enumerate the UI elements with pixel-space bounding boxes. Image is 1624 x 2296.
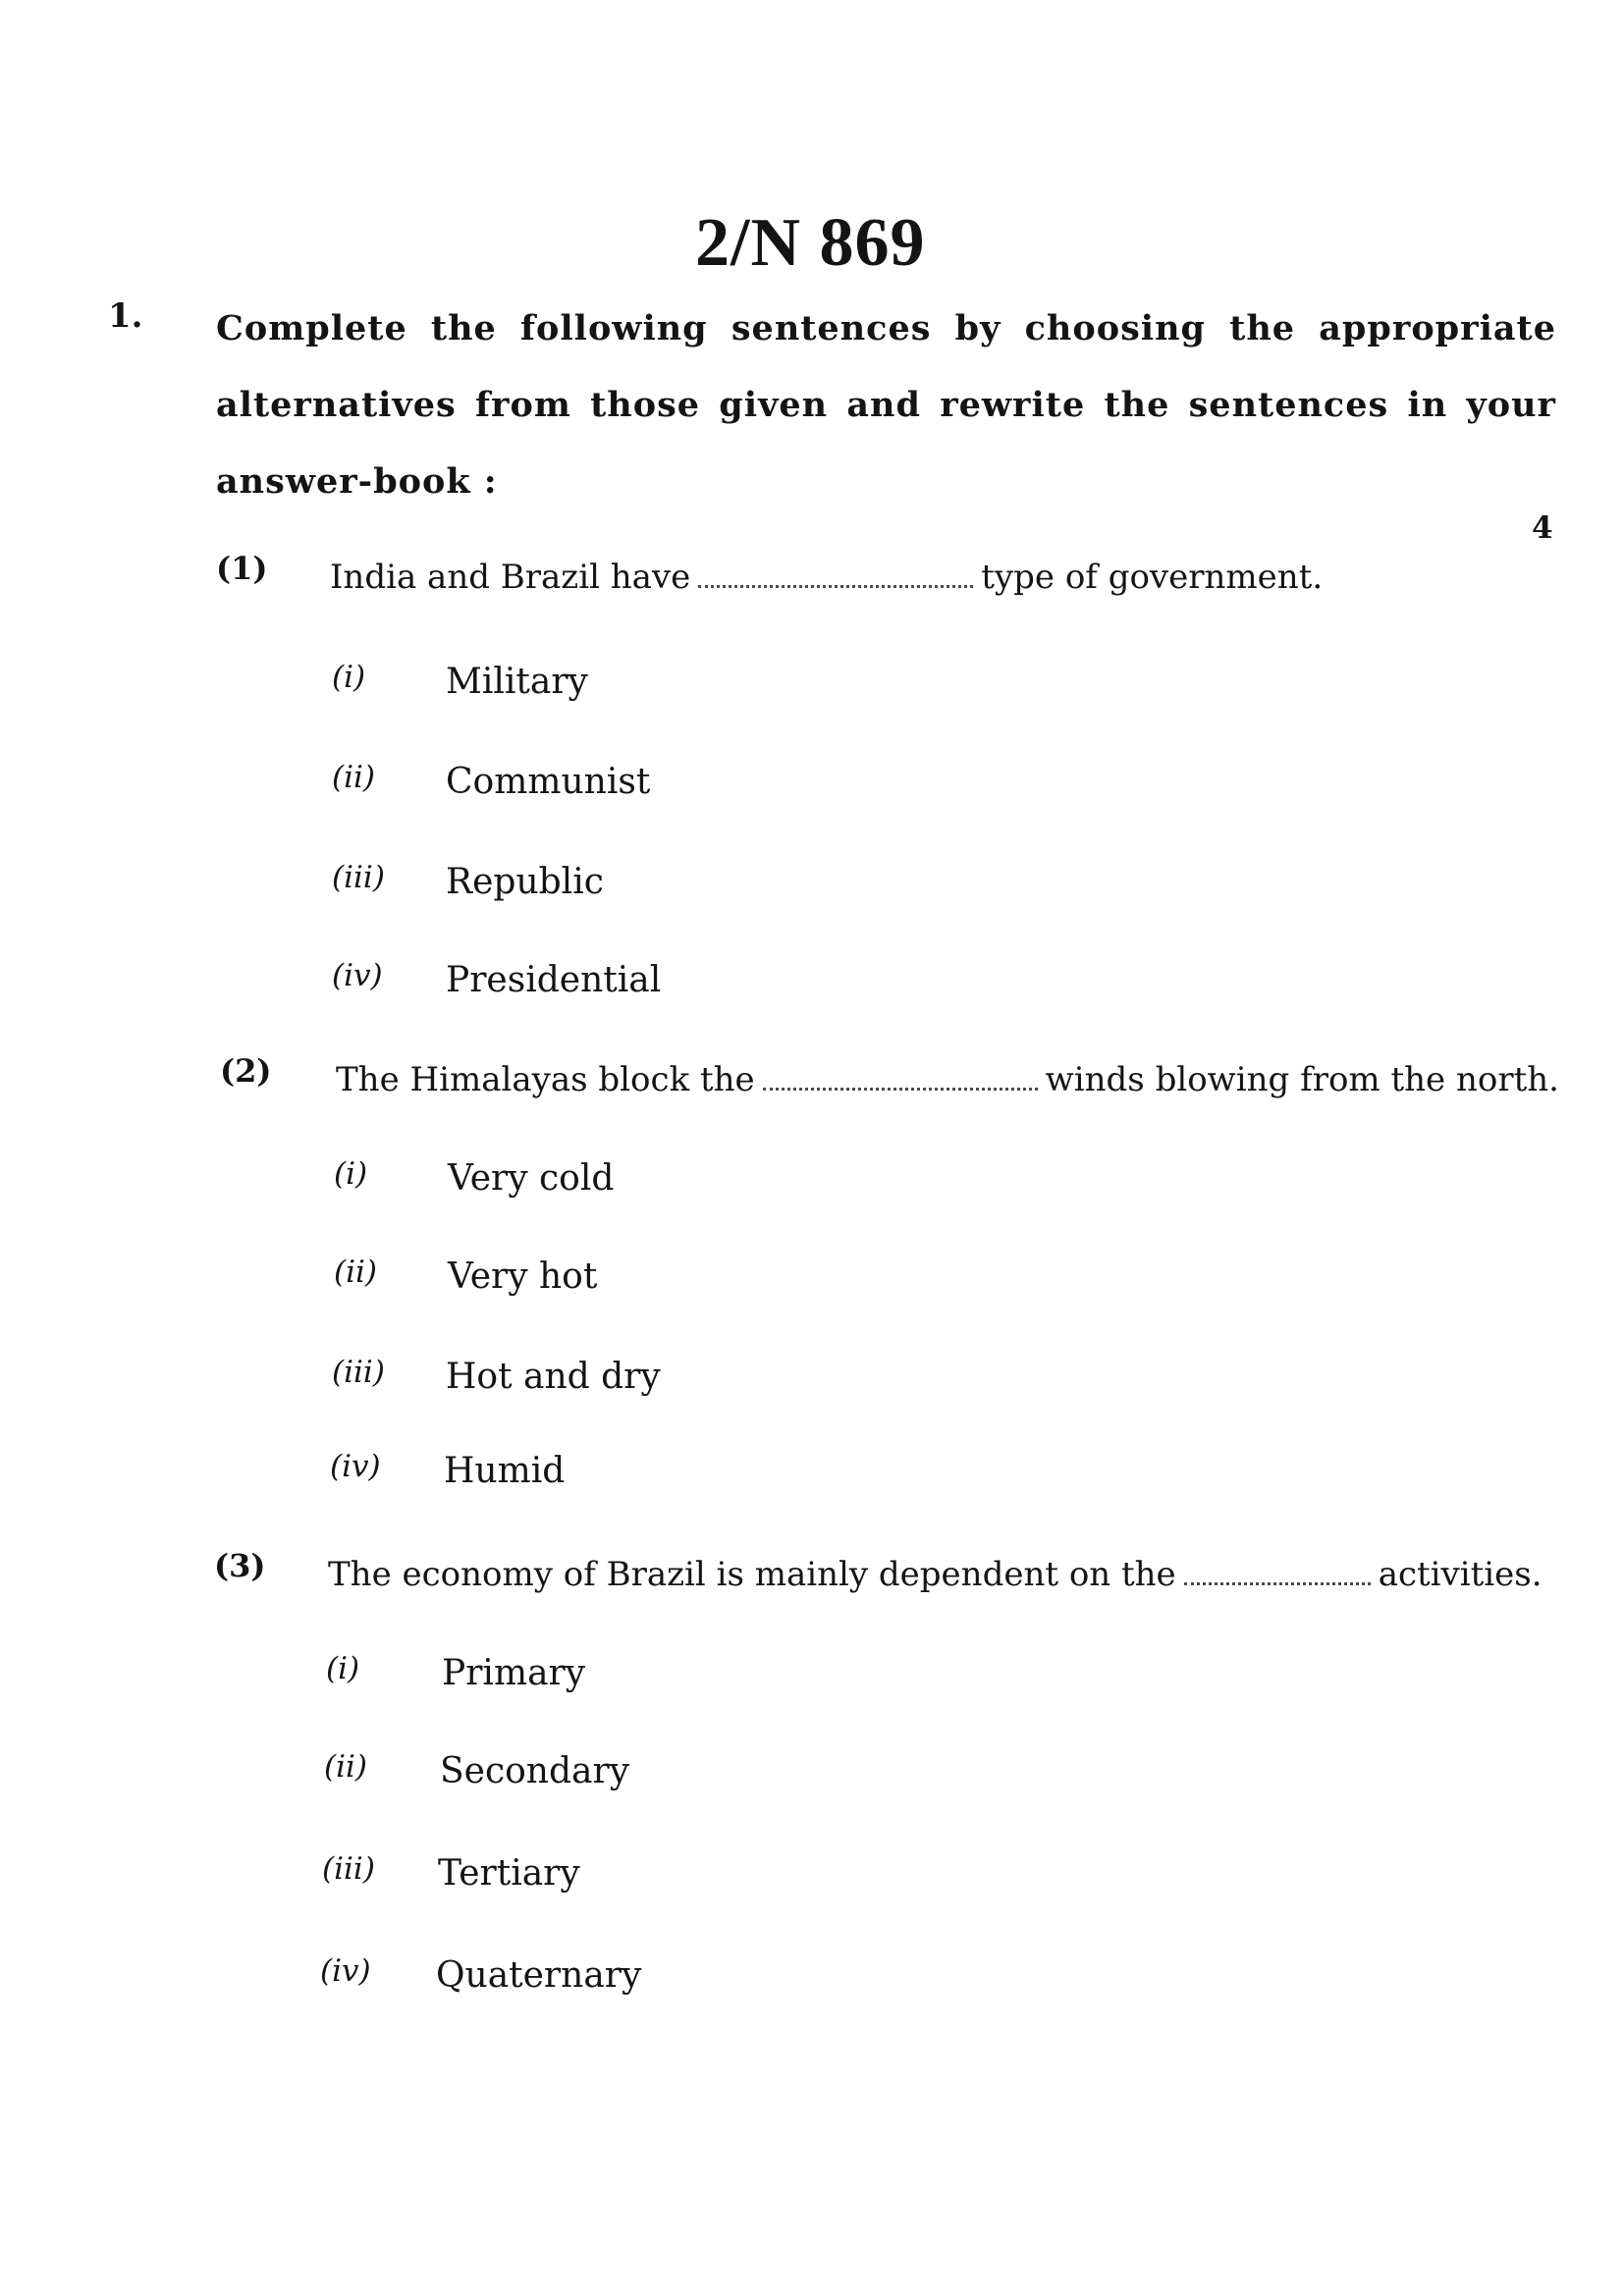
item-2-option-1-num: (i) bbox=[334, 1156, 368, 1192]
item-2-sentence bbox=[336, 1060, 1559, 1099]
question-number: 1. bbox=[108, 296, 143, 336]
item-1-option-1-num: (i) bbox=[332, 660, 366, 695]
item-1-blank bbox=[698, 584, 973, 588]
item-3-option-4-num: (iv) bbox=[320, 1953, 371, 1989]
item-2-blank bbox=[763, 1087, 1038, 1091]
item-3-option-2-text: Secondary bbox=[440, 1751, 630, 1791]
item-2-option-3-num: (iii) bbox=[332, 1355, 385, 1390]
item-3-option-4-text: Quaternary bbox=[436, 1955, 642, 1996]
question-marks: 4 bbox=[1532, 510, 1553, 546]
item-2-option-3-text: Hot and dry bbox=[446, 1357, 661, 1397]
item-1-option-3-text: Republic bbox=[446, 862, 604, 902]
item-3-text-after: activities. bbox=[1378, 1555, 1543, 1594]
item-2-text-before: The Himalayas block the bbox=[336, 1060, 755, 1099]
item-1-option-3-num: (iii) bbox=[332, 860, 385, 895]
item-1-sentence bbox=[330, 558, 1323, 597]
item-3-option-2-num: (ii) bbox=[324, 1749, 368, 1785]
item-2-text-after: winds blowing from the north. bbox=[1045, 1060, 1559, 1099]
item-2-option-4-text: Humid bbox=[444, 1451, 566, 1491]
item-3-blank bbox=[1184, 1581, 1371, 1585]
item-3-option-1-num: (i) bbox=[326, 1651, 360, 1686]
item-1-option-4-text: Presidential bbox=[446, 960, 662, 1000]
item-3-option-3-text: Tertiary bbox=[438, 1853, 580, 1894]
item-2-option-2-text: Very hot bbox=[448, 1256, 598, 1297]
item-2-option-2-num: (ii) bbox=[334, 1255, 378, 1290]
item-1-option-4-num: (iv) bbox=[332, 958, 383, 993]
paper-code: 2/N 869 bbox=[695, 205, 926, 281]
item-3-number: (3) bbox=[214, 1547, 266, 1584]
item-1-option-2-text: Communist bbox=[446, 762, 651, 802]
item-1-number: (1) bbox=[216, 550, 268, 587]
item-1-option-2-num: (ii) bbox=[332, 760, 376, 795]
item-3-sentence bbox=[328, 1555, 1543, 1594]
item-1-option-1-text: Military bbox=[446, 662, 588, 702]
item-2-option-1-text: Very cold bbox=[448, 1158, 615, 1199]
item-2-option-4-num: (iv) bbox=[330, 1449, 381, 1484]
item-1-text-after: type of government. bbox=[981, 558, 1324, 597]
item-2-number: (2) bbox=[220, 1052, 272, 1090]
item-3-option-1-text: Primary bbox=[442, 1653, 586, 1693]
item-1-text-before: India and Brazil have bbox=[330, 558, 691, 597]
item-3-option-3-num: (iii) bbox=[322, 1851, 375, 1887]
question-instruction: Complete the following sentences by choosing the appropriate alternatives from those given and rewrite the sentences in your answer-book : bbox=[216, 308, 1556, 502]
item-3-text-before: The economy of Brazil is mainly dependent on the bbox=[328, 1555, 1176, 1594]
